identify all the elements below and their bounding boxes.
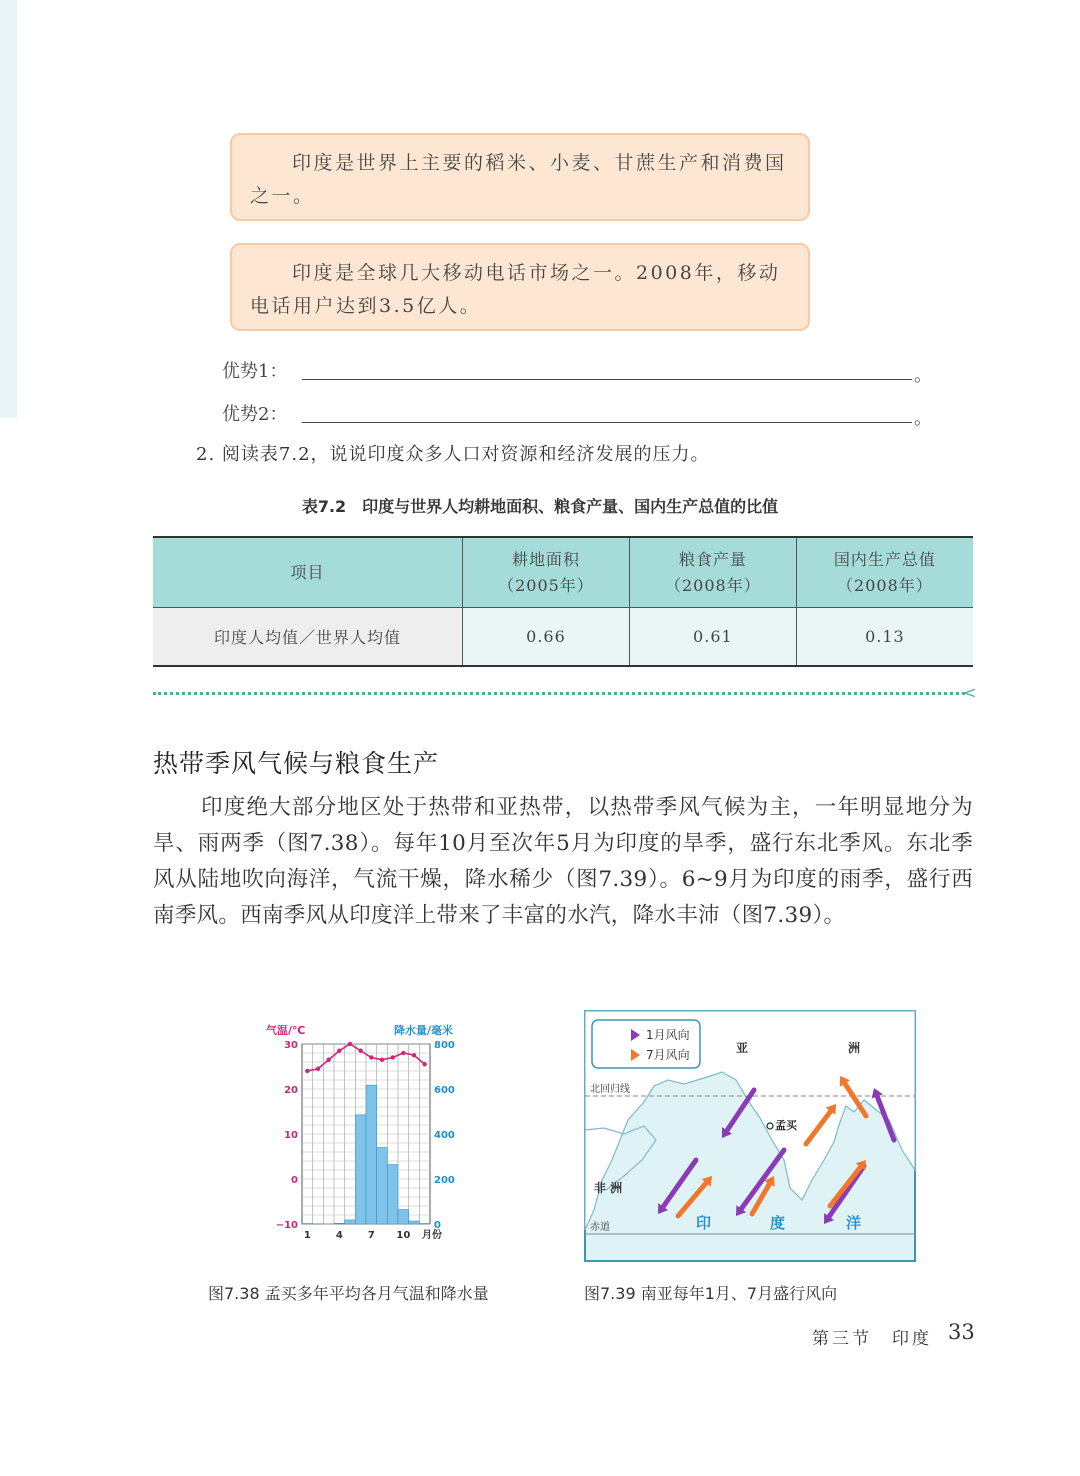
- africa-label: 非 洲: [594, 1181, 623, 1195]
- header-line: 粮食产量: [678, 549, 747, 569]
- x-tick: 7: [367, 1230, 375, 1241]
- legend-jul-label: 7月风向: [646, 1048, 690, 1062]
- table-row: [153, 608, 973, 667]
- temperature-point: [358, 1049, 362, 1053]
- answer-label: 优势2：: [222, 404, 288, 425]
- header-line: 国内生产总值: [833, 549, 936, 569]
- page-number: 33: [948, 1320, 975, 1344]
- y-axis-label-right: 降水量/毫米: [394, 1024, 454, 1037]
- answer-line-1[interactable]: [222, 357, 932, 387]
- section-body: 印度绝大部分地区处于热带和亚热带，以热带季风气候为主，一年明显地分为旱、雨两季（图7.38）。每年10月至次年5月为印度的旱季，盛行东北季风。东北季风从陆地吹向海洋，气流干燥，降水稀少（图7.39）。6~9月为印度的雨季，盛行西南季风。西南季风从印度洋上带来了丰富的水汽，降水丰沛（图7.39）。: [153, 795, 973, 928]
- question-2: 2. 阅读表7.2，说说印度众多人口对资源和经济发展的压力。: [196, 444, 710, 465]
- climate-chart: [262, 1018, 484, 1246]
- answer-line-2[interactable]: [222, 400, 932, 430]
- header-cell: [153, 537, 463, 608]
- fill-in-rule: [302, 379, 912, 380]
- figure-738-caption: 图7.38 孟买多年平均各月气温和降水量: [208, 1284, 489, 1303]
- temperature-point: [305, 1069, 309, 1073]
- header-line: 耕地面积: [511, 549, 580, 569]
- temperature-point: [369, 1055, 373, 1059]
- y-tick-right: 200: [434, 1175, 455, 1186]
- end-mark: 。: [914, 408, 932, 429]
- divider-arrow-icon: <: [963, 683, 977, 702]
- ocean-label-1: 印: [696, 1214, 712, 1232]
- ocean-label-3: 洋: [846, 1214, 862, 1232]
- header-line: 项目: [290, 562, 325, 582]
- mumbai-marker: [767, 1123, 773, 1129]
- section-divider: [153, 692, 965, 695]
- header-year: （2005年）: [498, 575, 594, 595]
- header-cell: [629, 537, 796, 608]
- end-mark: 。: [914, 365, 932, 386]
- table-cell: 印度人均值／世界人均值: [153, 608, 463, 667]
- section-title: 热带季风气候与粮食生产: [153, 749, 440, 778]
- temperature-point: [390, 1055, 394, 1059]
- x-tick: 10: [396, 1230, 411, 1241]
- x-tick: 4: [335, 1230, 343, 1241]
- asia-label-2: 洲: [848, 1041, 861, 1055]
- y-tick-right: 0: [434, 1220, 441, 1231]
- y-tick-right: 600: [434, 1085, 455, 1096]
- temperature-point: [316, 1067, 320, 1071]
- tropic-label: 北回归线: [590, 1084, 630, 1095]
- temperature-point: [422, 1062, 426, 1066]
- monsoon-wind-map: [584, 1010, 916, 1262]
- table-caption: 表7.2 印度与世界人均耕地面积、粮食产量、国内生产总值的比值: [301, 497, 779, 516]
- y-tick-left: 10: [284, 1130, 298, 1141]
- note-text: 印度是世界上主要的稻米、小麦、甘蔗生产和消费国之一。: [250, 152, 787, 207]
- equator-label: 赤道: [590, 1222, 610, 1233]
- precip-bar: [387, 1165, 398, 1224]
- fill-in-rule: [302, 422, 912, 423]
- figure-739-caption: 图7.39 南亚每年1月、7月盛行风向: [584, 1284, 838, 1303]
- precip-bar: [355, 1115, 366, 1224]
- header-year: （2008年）: [664, 575, 761, 595]
- table-header-row: [153, 537, 973, 608]
- precip-bar: [345, 1220, 356, 1224]
- precip-bar: [409, 1221, 420, 1224]
- info-note-rice: [230, 133, 810, 221]
- ratio-table: [153, 536, 973, 667]
- y-tick-right: 400: [434, 1130, 455, 1141]
- info-note-mobile: [230, 243, 810, 331]
- table-cell: 0.66: [463, 608, 630, 667]
- header-cell: [463, 537, 630, 608]
- header-year: （2008年）: [837, 575, 933, 595]
- precip-bar: [334, 1223, 345, 1224]
- table-cell: 0.13: [796, 608, 973, 667]
- answer-label: 优势1：: [222, 361, 288, 382]
- x-tick: 1: [303, 1230, 311, 1241]
- x-axis-label: 月份: [422, 1230, 442, 1241]
- note-text: 印度是全球几大移动电话市场之一。2008年，移动电话用户达到3.5亿人。: [250, 262, 781, 317]
- y-tick-left: 20: [284, 1085, 298, 1096]
- precip-bar: [366, 1085, 377, 1224]
- temperature-point: [380, 1058, 384, 1062]
- asia-label-1: 亚: [736, 1041, 749, 1055]
- legend-jan-label: 1月风向: [646, 1028, 690, 1042]
- precip-bar: [398, 1210, 409, 1224]
- margin-strip: [0, 0, 17, 418]
- temperature-point: [401, 1051, 405, 1055]
- temperature-point: [337, 1049, 341, 1053]
- y-tick-right: 800: [434, 1040, 455, 1051]
- y-tick-left: 0: [291, 1175, 298, 1186]
- temperature-point: [326, 1058, 330, 1062]
- precip-bar: [377, 1148, 388, 1225]
- y-tick-left: −10: [275, 1220, 298, 1231]
- table-cell: 0.61: [629, 608, 796, 667]
- footer-section-title: 第三节 印度: [812, 1329, 932, 1349]
- ocean-label-2: 度: [770, 1214, 786, 1232]
- y-tick-left: 30: [284, 1040, 298, 1051]
- mumbai-label: 孟买: [775, 1119, 797, 1132]
- temperature-point: [412, 1053, 416, 1057]
- y-axis-label-left: 气温/℃: [266, 1024, 306, 1037]
- header-cell: [796, 537, 973, 608]
- temperature-point: [348, 1042, 352, 1046]
